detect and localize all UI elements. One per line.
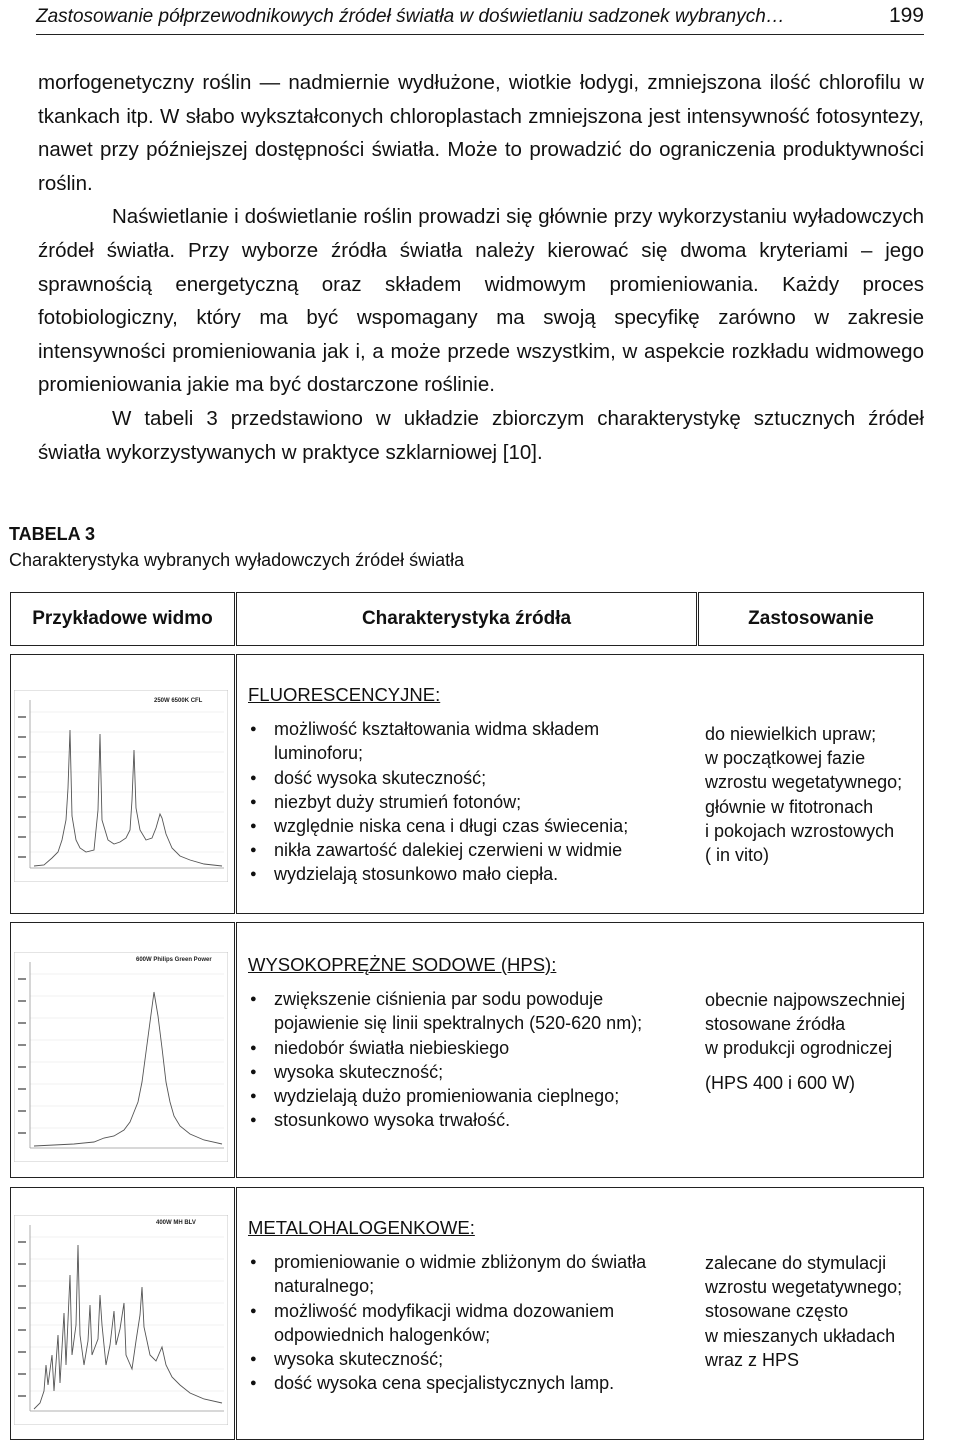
application-line: głównie w fitotronach <box>705 796 874 817</box>
list-item: ● dość wysoka cena specjalistycznych lamp. <box>248 1371 688 1395</box>
running-title: Zastosowanie półprzewodnikowych źródeł światła w doświetlaniu sadzonek wybranych… <box>36 6 785 27</box>
application-spacer <box>705 1061 921 1071</box>
list-item: ● wysoka skuteczność; <box>248 1347 688 1371</box>
table-label: TABELA 3 <box>9 524 96 544</box>
list-item: ● zwiększenie ciśnienia par sodu powoduje pojawienie się linii spektralnych (520-620 nm); <box>248 987 688 1035</box>
spectrum-title: 400W MH BLV <box>156 1220 196 1226</box>
application-line: do niewielkich upraw; <box>705 724 877 744</box>
characteristics-list <box>248 717 688 886</box>
spectrum-chart-cfl <box>14 690 228 882</box>
application-line: wzrostu wegetatywnego; <box>705 1277 903 1298</box>
col-header-characteristics: Charakterystyka źródła <box>236 592 697 646</box>
paragraph-2: Naświetlanie i doświetlanie roślin prowadzi się głównie przy wykorzystaniu wyładowczych źródeł światła. Przy wyborze źródła światła należy kierować się dwoma kryteriami – jego sprawnością energetyczną oraz składem widmowym promieniowania. Każdy proces fotobiologiczny, który ma być wspomagany ma swoją specyfikę zarówno w zakresie intensywności promieniowania jak i, a może przede wszystkim, w aspekcie rozkładu widmowego promieniowania jakie ma być dostarczone roślinie. <box>38 205 924 397</box>
characteristics-hps <box>248 953 688 1132</box>
application-line: w mieszanych układach <box>705 1325 896 1346</box>
application-line: w początkowej fazie <box>705 748 866 769</box>
list-item: ● dość wysoka skuteczność; <box>248 766 688 790</box>
characteristics-fluorescent <box>248 683 688 887</box>
list-item: ● nikła zawartość dalekiej czerwieni w widmie <box>248 838 688 862</box>
application-line: wraz z HPS <box>705 1349 800 1370</box>
paragraph-1: morfogenetyczny roślin — nadmiernie wydłużone, wiotkie łodygi, zmniejszona ilość chlorofilu w tkankach itp. W słabo wykształconych chloroplastach zmniejszona jest intensywność fotosyntezy, nawet przy późniejszej dostępności światła. Może to prowadzić do ograniczenia produktywności roślin. <box>38 71 924 195</box>
list-item: ● wydzielają dużo promieniowania cieplnego; <box>248 1084 688 1108</box>
page-number: 199 <box>888 4 924 27</box>
running-header <box>36 4 924 35</box>
list-item: ● stosunkowo wysoka trwałość. <box>248 1108 688 1132</box>
list-item: ● niedobór światła niebieskiego <box>248 1036 688 1060</box>
application-fluorescent <box>705 722 921 867</box>
characteristics-heading: METALOHALOGENKOWE: <box>248 1217 475 1238</box>
list-item: ● promieniowanie o widmie zbliżonym do światła naturalnego; <box>248 1250 688 1298</box>
body-text <box>38 66 924 469</box>
table-caption: Charakterystyka wybranych wyładowczych źródeł światła <box>9 550 465 570</box>
characteristics-list <box>248 1250 688 1395</box>
list-item: ● możliwość kształtowania widma składem luminoforu; <box>248 717 688 765</box>
paragraph-3: W tabeli 3 przedstawiono w układzie zbiorczym charakterystykę sztucznych źródeł światła wykorzystywanych w praktyce szklarniowej [10]. <box>38 406 924 464</box>
application-hps <box>705 988 921 1095</box>
application-line: wzrostu wegetatywnego; <box>705 772 903 793</box>
application-line: ( in vito) <box>705 845 770 866</box>
list-item: ● możliwość modyfikacji widma dozowaniem odpowiednich halogenków; <box>248 1299 688 1347</box>
spectrum-title: 600W Philips Green Power <box>136 957 212 963</box>
application-line: stosowane często <box>705 1301 849 1322</box>
col-header-spectrum: Przykładowe widmo <box>10 592 235 646</box>
list-item: ● wydzielają stosunkowo mało ciepła. <box>248 862 688 886</box>
list-item: ● wysoka skuteczność; <box>248 1060 688 1084</box>
list-item: ● względnie niska cena i długi czas świecenia; <box>248 814 688 838</box>
spectrum-chart-mh <box>14 1215 228 1425</box>
application-line: zalecane do stymulacji <box>705 1253 887 1273</box>
application-line: obecnie najpowszechniej <box>705 990 906 1010</box>
list-item: ● niezbyt duży strumień fotonów; <box>248 790 688 814</box>
characteristics-heading: WYSOKOPRĘŻNE SODOWE (HPS): <box>248 954 557 975</box>
characteristics-metal-halide <box>248 1216 688 1395</box>
col-header-application: Zastosowanie <box>698 592 924 646</box>
application-metal-halide <box>705 1251 921 1372</box>
application-line: stosowane źródła <box>705 1014 846 1035</box>
spectrum-title: 250W 6500K CFL <box>154 698 203 704</box>
characteristics-list <box>248 987 688 1132</box>
characteristics-heading: FLUORESCENCYJNE: <box>248 684 441 705</box>
spectrum-chart-hps <box>14 952 228 1162</box>
application-line: (HPS 400 i 600 W) <box>705 1072 856 1093</box>
application-line: i pokojach wzrostowych <box>705 820 895 841</box>
application-line: w produkcji ogrodniczej <box>705 1038 893 1059</box>
